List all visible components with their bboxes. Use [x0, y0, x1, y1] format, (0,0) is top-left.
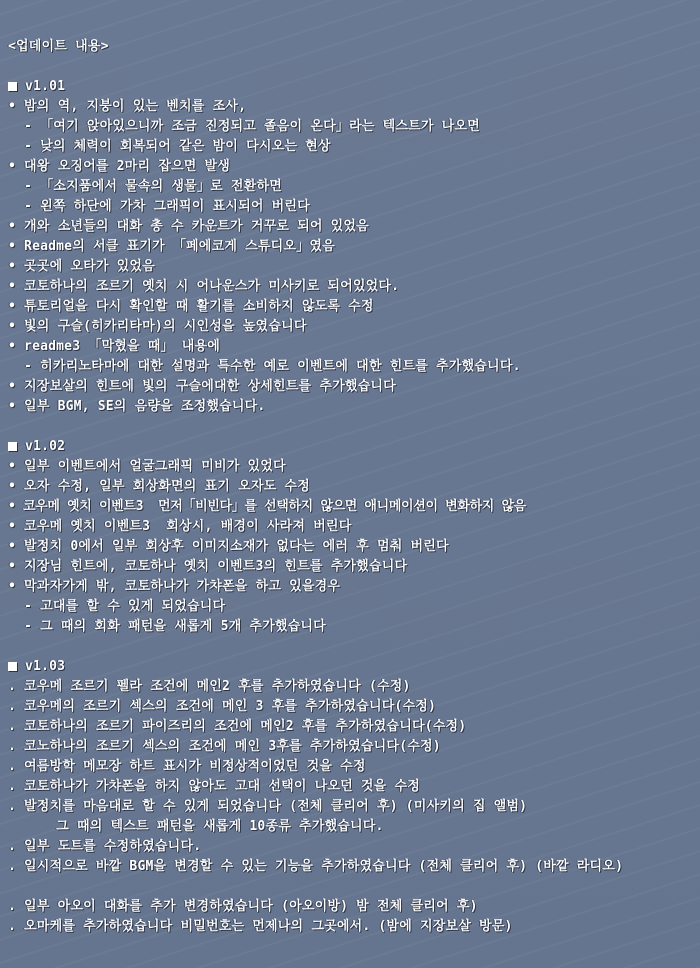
- note-line: . 코우메의 조르기 섹스의 조건에 메인 3 후를 추가하였습니다(수정): [8, 699, 437, 714]
- square-bullet-icon: [8, 662, 17, 671]
- note-line: • 일부 이벤트에서 얼굴그래픽 미비가 있었다: [8, 459, 286, 474]
- note-line: • 빛의 구슬(히카리타마)의 시인성을 높였습니다: [8, 319, 307, 334]
- square-bullet-icon: [8, 82, 17, 91]
- note-line: • 발정치 0에서 일부 회상후 이미지소재가 없다는 에러 후 멈춰 버린다: [8, 539, 449, 554]
- update-notes: [8, 37, 694, 937]
- note-line: • 튜토리얼을 다시 확인할 때 활기를 소비하지 않도록 수정: [8, 299, 374, 314]
- note-line: . 일시적으로 바깥 BGM을 변경할 수 있는 기능을 추가하였습니다 (전체 클리어 후) (바깥 라디오): [8, 859, 624, 874]
- note-line: • 밤의 역, 지붕이 있는 벤치를 조사,: [8, 99, 247, 114]
- note-line: . 코노하나의 조르기 섹스의 조건에 메인 3후를 추가하였습니다(수정): [8, 739, 441, 754]
- note-line: • 곳곳에 오타가 있었음: [8, 259, 155, 274]
- version-label: v1.03: [25, 659, 66, 674]
- note-line: - 낮의 체력이 회복되어 같은 밤이 다시오는 현상: [8, 139, 331, 154]
- note-line: • 코토하나의 조르기 옛치 시 어나운스가 미사키로 되어있었다.: [8, 279, 400, 294]
- note-line: • 지장보살의 힌트에 빛의 구슬에대한 상세힌트를 추가했습니다: [8, 379, 396, 394]
- version-heading: [8, 657, 694, 677]
- note-line: - 그 때의 회화 패턴을 새롭게 5개 추가했습니다: [8, 619, 326, 634]
- version-heading: [8, 437, 694, 457]
- note-line: . 발정치를 마음대로 할 수 있게 되었습니다 (전체 클리어 후) (미사키의 집 앨범): [8, 799, 528, 814]
- note-line: • 코우메 옛치 이벤트3 먼저「비빈다」를 선택하지 않으면 애니메이션이 변화하지 않음: [8, 499, 526, 514]
- note-line: . 코토하나가 가챠폰을 하지 않아도 고대 선택이 나오던 것을 수정: [8, 779, 420, 794]
- note-line: • Readme의 서클 표기가 「페에코게 스튜디오」였음: [8, 239, 335, 254]
- note-line: . 오마케를 추가하였습니다 비밀번호는 먼제나의 그곳에서. (밤에 지장보살 방문): [8, 919, 513, 934]
- note-line: • 지장님 힌트에, 코토하나 옛치 이벤트3의 힌트를 추가했습니다: [8, 559, 408, 574]
- version-heading: [8, 77, 694, 97]
- note-line: • 일부 BGM, SE의 음량을 조정했습니다.: [8, 399, 266, 414]
- note-line: • 오자 수정, 일부 회상화면의 표기 오자도 수정: [8, 479, 310, 494]
- note-line: - 「소지품에서 물속의 생물」로 전환하면: [8, 179, 282, 194]
- square-bullet-icon: [8, 442, 17, 451]
- note-line: . 여름방학 메모장 하트 표시가 비정상적이었던 것을 수정: [8, 759, 366, 774]
- note-line: - 히카리노타마에 대한 설명과 특수한 예로 이벤트에 대한 힌트를 추가했습니다.: [8, 359, 521, 374]
- note-line: - 고대를 할 수 있게 되었습니다: [8, 599, 226, 614]
- version-label: v1.02: [25, 439, 66, 454]
- page-title: <업데이트 내용>: [8, 39, 109, 54]
- note-line: . 일부 도트를 수정하였습니다.: [8, 839, 202, 854]
- note-line: . 코우메 조르기 펠라 조건에 메인2 후를 추가하였습니다 (수정): [8, 679, 411, 694]
- note-line: . 일부 아오이 대화를 추가 변경하였습니다 (아오이방) 밤 전체 클리어 후): [8, 899, 478, 914]
- note-line: . 코토하나의 조르기 파이즈리의 조건에 메인2 후를 추가하였습니다(수정): [8, 719, 467, 734]
- note-line: - 왼쪽 하단에 가차 그래픽이 표시되어 버린다: [8, 199, 310, 214]
- note-line: • 코우메 옛치 이벤트3 회상시, 배경이 사라져 버린다: [8, 519, 352, 534]
- note-line: • readme3 「막혔을 때」 내용에: [8, 339, 221, 354]
- version-label: v1.01: [25, 79, 66, 94]
- note-line: • 대왕 오징어를 2마리 잡으면 발생: [8, 159, 231, 174]
- note-line: • 개와 소년들의 대화 총 수 카운트가 거꾸로 되어 있었음: [8, 219, 369, 234]
- note-line: • 막과자가게 밖, 코토하나가 가챠폰을 하고 있을경우: [8, 579, 341, 594]
- note-line: - 「여기 앉아있으니까 조금 진정되고 졸음이 온다」라는 텍스트가 나오면: [8, 119, 480, 134]
- note-line: 그 때의 텍스트 패턴을 새롭게 10종류 추가했습니다.: [8, 819, 384, 834]
